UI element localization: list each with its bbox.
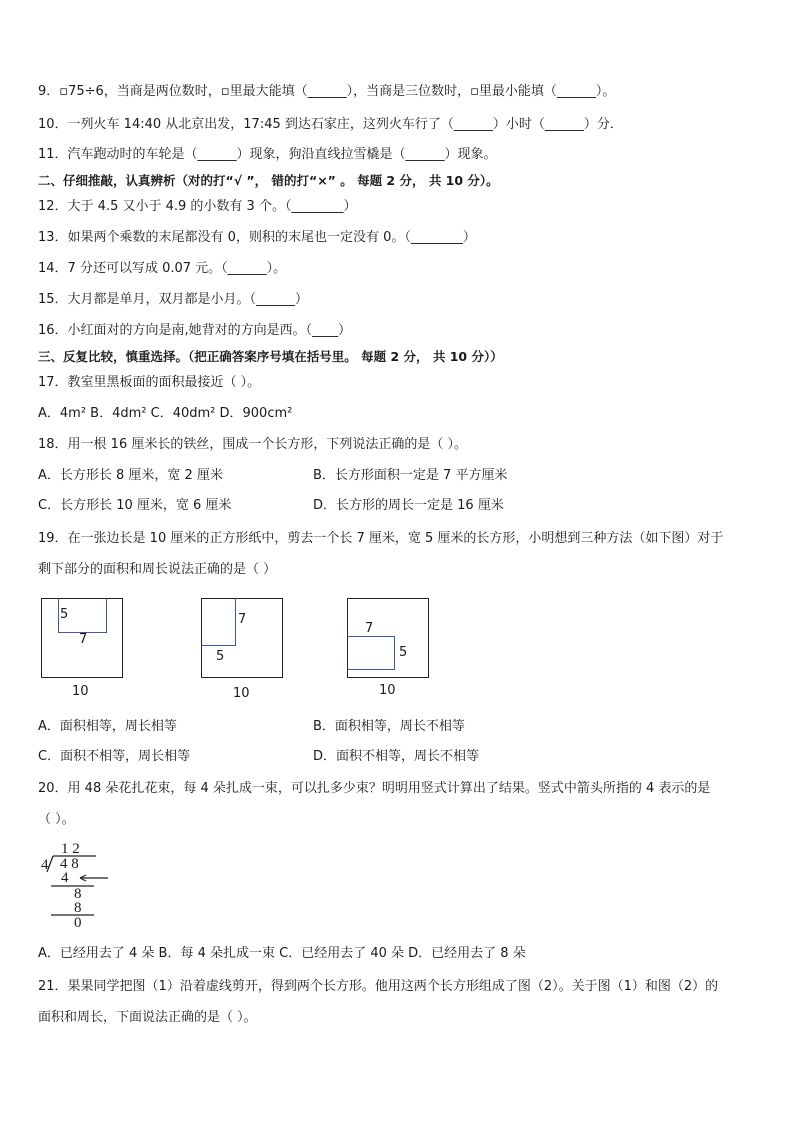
division-step-1: 4 — [61, 870, 69, 886]
question-19-line-1: 19．在一张边长是 10 厘米的正方形纸中，剪去一个长 7 厘米，宽 5 厘米的长方形，小明想到三种方法（如下图）对于 — [38, 531, 724, 546]
question-18-option-c: C．长方形长 10 厘米，宽 6 厘米 — [38, 498, 232, 513]
figure-2-square — [201, 598, 283, 678]
question-13: 13．如果两个乘数的末尾都没有 0，则积的末尾也一定没有 0。（________） — [38, 230, 476, 245]
division-quotient: 1 2 — [61, 841, 80, 857]
division-step-3: 8 — [74, 900, 82, 916]
question-18-option-a: A．长方形长 8 厘米，宽 2 厘米 — [38, 468, 223, 483]
figure-2-cut-rect — [201, 598, 236, 646]
question-18: 18．用一根 16 厘米长的铁丝，围成一个长方形，下列说法正确的是（ ）。 — [38, 437, 467, 452]
question-19-option-c: C．面积不相等，周长相等 — [38, 749, 191, 764]
question-15: 15．大月都是单月，双月都是小月。（______） — [38, 292, 309, 307]
question-18-option-d: D．长方形的周长一定是 16 厘米 — [313, 498, 504, 513]
section-3-heading: 三、反复比较，慎重选择。（把正确答案序号填在括号里。 每题 2 分， 共 10 分）） — [38, 349, 503, 364]
question-9: 9．▫75÷6，当商是两位数时，▫里最大能填（______），当商是三位数时，▫里最小能填（______）。 — [38, 84, 616, 99]
figure-1-side-label: 10 — [72, 684, 89, 699]
question-20-line-2: （ ）。 — [38, 812, 75, 827]
question-19-option-d: D．面积不相等，周长不相等 — [313, 749, 480, 764]
figure-3-cut-rect — [347, 636, 395, 670]
question-21-line-2: 面积和周长，下面说法正确的是（ ）。 — [38, 1010, 257, 1025]
figure-3-height-label: 5 — [399, 645, 408, 660]
figure-1-height-label: 5 — [60, 607, 69, 622]
question-12: 12．大于 4.5 又小于 4.9 的小数有 3 个。（________） — [38, 199, 357, 214]
figure-2-width-label: 7 — [238, 612, 247, 627]
section-2-heading: 二、仔细推敲，认真辨析（对的打“√ ”， 错的打“×” 。 每题 2 分， 共 10 分）。 — [38, 173, 499, 188]
figure-2-height-label: 5 — [216, 649, 225, 664]
question-11: 11．汽车跑动时的车轮是（______）现象，狗沿直线拉雪橇是（______）现象。 — [38, 147, 497, 162]
figure-2-side-label: 10 — [233, 686, 250, 701]
question-18-option-b: B．长方形面积一定是 7 平方厘米 — [313, 468, 508, 483]
figure-1-width-label: 7 — [79, 632, 88, 647]
figure-3-square — [347, 598, 429, 678]
question-17-options: A．4m² B．4dm² C．40dm² D．900cm² — [38, 406, 293, 421]
figure-1-square — [41, 598, 123, 678]
question-20-options: A．已经用去了 4 朵 B．每 4 朵扎成一束 C．已经用去了 40 朵 D．已经用去了 8 朵 — [38, 946, 526, 961]
question-14: 14．7 分还可以写成 0.07 元。（______）。 — [38, 261, 287, 276]
question-17: 17．教室里黑板面的面积最接近（ ）。 — [38, 375, 261, 390]
question-19-option-b: B．面积相等，周长不相等 — [313, 719, 465, 734]
question-16: 16．小红面对的方向是南,她背对的方向是西。（____） — [38, 323, 352, 338]
division-dividend: 4 8 — [60, 856, 79, 872]
question-19-line-2: 剩下部分的面积和周长说法正确的是（ ） — [38, 562, 277, 577]
division-step-2: 8 — [74, 886, 82, 902]
figure-3-side-label: 10 — [379, 683, 396, 698]
question-19-option-a: A．面积相等，周长相等 — [38, 719, 177, 734]
question-10: 10．一列火车 14:40 从北京出发，17:45 到达石家庄，这列火车行了（______）小时（______）分． — [38, 117, 623, 132]
question-21-line-1: 21．果果同学把图（1）沿着虚线剪开，得到两个长方形。他用这两个长方形组成了图（2）。关于图（1）和图（2）的 — [38, 979, 719, 994]
division-remainder: 0 — [74, 915, 82, 931]
long-division-figure — [36, 840, 116, 935]
question-20-line-1: 20．用 48 朵花扎花束，每 4 朵扎成一束，可以扎多少束？明明用竖式计算出了结果。竖式中箭头所指的 4 表示的是 — [38, 781, 711, 796]
figure-3-width-label: 7 — [365, 621, 374, 636]
division-divisor: 4 — [41, 857, 49, 873]
